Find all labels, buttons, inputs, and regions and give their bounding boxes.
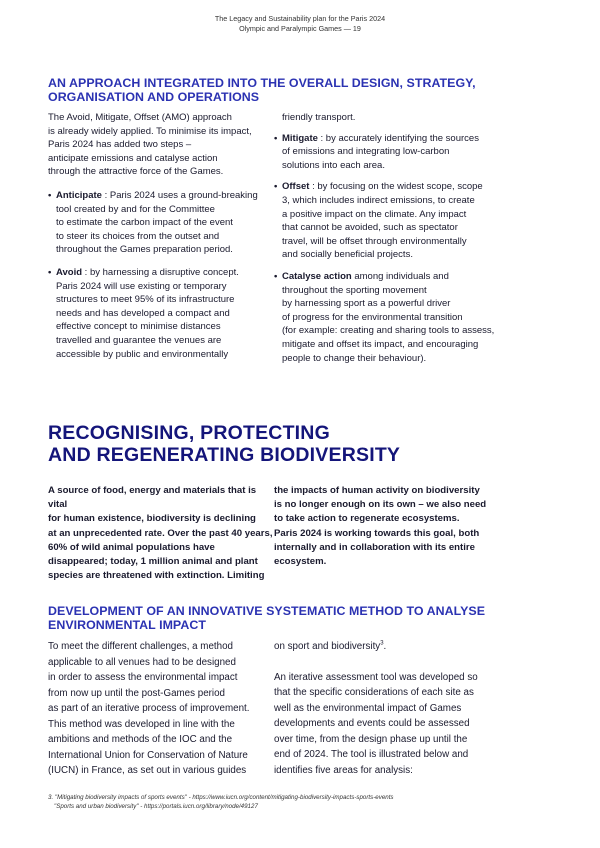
text-line: the impacts of human activity on biodiversity: [274, 485, 480, 496]
text-line: (for example: creating and sharing tools to assess,: [282, 325, 495, 337]
bullet-dot: •: [48, 266, 52, 278]
header-line-1: The Legacy and Sustainability plan for the Paris 2024: [214, 14, 386, 23]
amo-intro-paragraph: [48, 111, 270, 179]
bullet-dot: •: [274, 181, 278, 193]
bullet-dot: •: [274, 132, 278, 144]
text-line: of emissions and integrating low-carbon: [282, 146, 450, 158]
text-line: to estimate the carbon impact of the event: [56, 217, 233, 229]
text-line: that the specific considerations of each site as: [274, 687, 474, 698]
text-line: is already widely applied. To minimise its impact,: [48, 125, 252, 137]
footnotes: [48, 794, 568, 811]
continuation-text: friendly transport.: [282, 112, 356, 123]
bullet-catalyse-action: [274, 270, 519, 365]
bullet-dot: •: [274, 270, 278, 282]
method-right-column: [274, 639, 514, 778]
text-line: effective concept to minimise distances: [56, 321, 221, 333]
bullet-term: Mitigate: [282, 132, 318, 144]
text-line: applicable to all venues had to be designed: [48, 656, 236, 668]
heading-line: ORGANISATION AND OPERATIONS: [48, 90, 260, 104]
footnote-ref[interactable]: 3: [380, 640, 384, 647]
text-line: that cannot be avoided, such as spectator: [282, 222, 458, 234]
text-line: travelled and guarantee the venues are: [56, 334, 222, 346]
text-line: species are threatened with extinction. Limiting: [48, 570, 265, 582]
bullet-term: Catalyse action: [282, 270, 352, 282]
text-line: as part of an iterative process of improvement.: [48, 703, 250, 714]
text-line: : by harnessing a disruptive concept.: [82, 266, 239, 278]
text-line: to take action to regenerate ecosystems.: [274, 513, 460, 525]
text-line: A source of food, energy and materials that is vital: [48, 485, 257, 511]
amo-left-column: [48, 111, 270, 361]
heading-line: ENVIRONMENTAL IMPACT: [48, 618, 206, 632]
text-line: ambitions and methods of the IOC and the: [48, 734, 233, 745]
text-line: a positive impact on the climate. Any impact: [282, 208, 467, 220]
text-line: end of 2024. The tool is illustrated below and: [274, 749, 469, 760]
section-heading-amo: [48, 76, 548, 104]
header-line-2: Olympic and Paralympic Games — 19: [239, 24, 361, 33]
text-line: tool created by and for the Committee: [56, 203, 215, 215]
bullet-mitigate: [274, 132, 519, 173]
text-line: in order to assess the environmental impact: [48, 672, 238, 683]
heading-line: RECOGNISING, PROTECTING: [48, 422, 330, 444]
text-line: among individuals and: [351, 270, 449, 282]
text-line: : Paris 2024 uses a ground-breaking: [101, 189, 258, 201]
biodiversity-left-column: [48, 484, 273, 583]
text-line: internally and in collaboration with its entire: [274, 541, 475, 553]
text-line: 60% of wild animal populations have: [48, 541, 215, 553]
text-line: travel, will be offset through environmentally: [282, 235, 467, 247]
text-line: ecosystem.: [274, 556, 327, 568]
bullet-dot: •: [48, 189, 52, 201]
text-line: structures to meet 95% of its infrastructure: [56, 294, 235, 306]
text-line: The Avoid, Mitigate, Offset (AMO) approach: [48, 112, 232, 123]
biodiversity-right-column: [274, 484, 509, 569]
text-line: .: [383, 641, 387, 652]
text-line: An iterative assessment tool was developed so: [274, 671, 478, 683]
bullet-term: Avoid: [56, 266, 83, 278]
text-line: disappeared; today, 1 million animal and plant: [48, 556, 258, 568]
continuation-text: [274, 639, 514, 655]
text-line: well as the environmental impact of Games: [274, 702, 462, 714]
text-line: anticipate emissions and catalyse action: [48, 152, 218, 164]
bullet-term: Anticipate: [56, 189, 102, 201]
text-line: International Union for Conservation of Nature: [48, 749, 248, 761]
text-line: of progress for the environmental transition: [282, 311, 463, 323]
text-line: needs and has developed a compact and: [56, 307, 230, 319]
text-line: from now up until the post-Games period: [48, 687, 225, 699]
method-left-column: [48, 639, 273, 779]
text-line: solutions into each area.: [282, 159, 385, 171]
text-line: Paris 2024 has added two steps –: [48, 139, 192, 151]
heading-line: AND REGENERATING BIODIVERSITY: [48, 444, 401, 466]
text-line: mitigate and offset its impact, and encouraging: [282, 338, 479, 350]
text-line: throughout the sporting movement: [282, 284, 427, 296]
footnote-line[interactable]: "Sports and urban biodiversity" - https://portals.iucn.org/library/node/49127: [54, 802, 258, 810]
text-line: accessible by public and environmentally: [56, 348, 229, 360]
text-line: developments and events could be assessed: [274, 718, 470, 729]
text-line: people to change their behaviour).: [282, 352, 427, 364]
text-line: identifies five areas for analysis:: [274, 764, 413, 776]
bullet-offset: [274, 180, 519, 262]
text-line: is no longer enough on its own – we also need: [274, 499, 487, 511]
text-line: Paris 2024 will use existing or temporary: [56, 280, 227, 292]
bullet-avoid: [48, 266, 270, 361]
text-line: Paris 2024 is working towards this goal, both: [274, 527, 480, 539]
heading-line: DEVELOPMENT OF AN INNOVATIVE SYSTEMATIC METHOD TO ANALYSE: [48, 604, 486, 618]
page-header: [0, 14, 600, 34]
bullet-term: Offset: [282, 181, 310, 193]
text-line: (IUCN) in France, as set out in various guides: [48, 765, 247, 776]
text-line: : by focusing on the widest scope, scope: [309, 181, 483, 193]
bullet-anticipate: [48, 189, 270, 257]
text-line: for human existence, biodiversity is declining: [48, 513, 256, 525]
section-heading-biodiversity: [48, 422, 548, 466]
text-line: to steer its choices from the outset and: [56, 230, 220, 242]
text-line: To meet the different challenges, a method: [48, 641, 233, 652]
text-line: : by accurately identifying the sources: [317, 132, 479, 144]
section-heading-method: [48, 604, 548, 632]
text-line: on sport and biodiversity: [274, 641, 381, 652]
text-line: through the attractive force of the Games.: [48, 166, 224, 178]
text-line: at an unprecedented rate. Over the past 40 years,: [48, 527, 273, 539]
text-line: throughout the Games preparation period.: [56, 244, 233, 256]
heading-line: AN APPROACH INTEGRATED INTO THE OVERALL DESIGN, STRATEGY,: [48, 76, 476, 90]
text-line: 3, which includes indirect emissions, to create: [282, 194, 475, 206]
text-line: and socially beneficial projects.: [282, 249, 413, 261]
text-line: over time, from the design phase up until the: [274, 733, 468, 745]
text-line: by harnessing sport as a powerful driver: [282, 298, 451, 310]
footnote-line[interactable]: 3. "Mitigating biodiversity impacts of sports events" - https://www.iucn.org/content/mitigating-biodiversity-impacts-sports-events: [48, 794, 394, 801]
amo-right-column: [274, 111, 519, 365]
text-line: This method was developed in line with the: [48, 718, 235, 730]
